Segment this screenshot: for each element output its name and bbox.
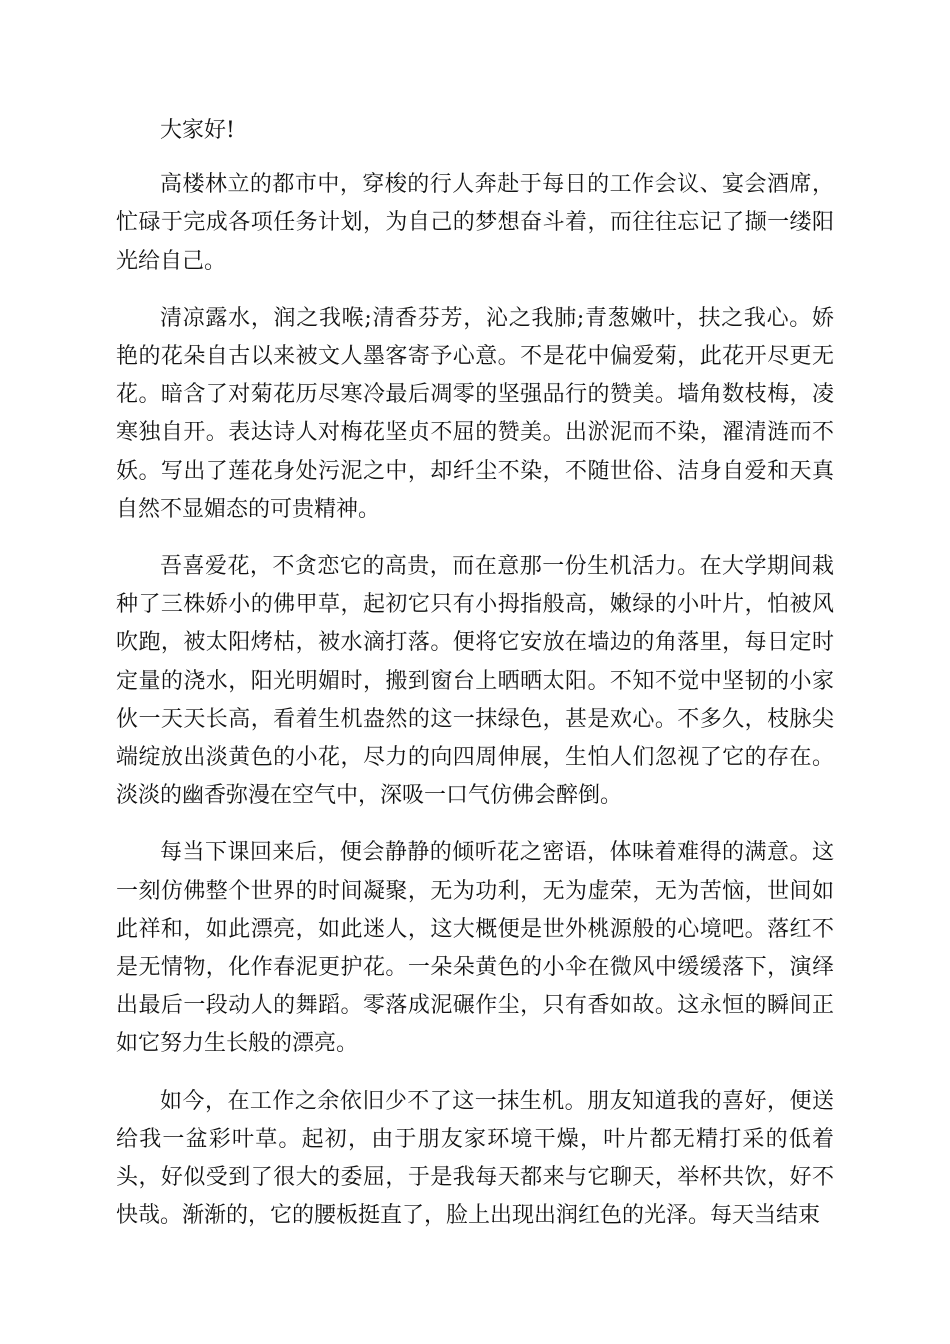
document-body [116,112,834,1254]
paragraph-4: 每当下课回来后，便会静静的倾听花之密语，体味着难得的满意。这一刻仿佛整个世界的时间凝聚，无为功利，无为虚荣，无为苦恼，世间如此祥和，如此漂亮，如此迷人，这大概便是世外桃源般的心境吧。落红不是无情物，化作春泥更护花。一朵朵黄色的小伞在微风中缓缓落下，演绎出最后一段动人的舞蹈。零落成泥碾作尘，只有香如故。这永恒的瞬间正如它努力生长般的漂亮。 [116,840,834,1057]
paragraph-2: 清凉露水，润之我喉;清香芬芳，沁之我肺;青葱嫩叶，扶之我心。娇艳的花朵自古以来被文人墨客寄予心意。不是花中偏爱菊，此花开尽更无花。暗含了对菊花历尽寒冷最后凋零的坚强品行的赞美。墙角数枝梅，凌寒独自开。表达诗人对梅花坚贞不屈的赞美。出淤泥而不染，濯清涟而不妖。写出了莲花身处污泥之中，却纤尘不染，不随世俗、洁身自爱和天真自然不显媚态的可贵精神。 [116,305,834,522]
paragraph-5: 如今，在工作之余依旧少不了这一抹生机。朋友知道我的喜好，便送给我一盆彩叶草。起初，由于朋友家环境干燥，叶片都无精打采的低着头，好似受到了很大的委屈，于是我每天都来与它聊天，举杯共饮，好不快哉。渐渐的，它的腰板挺直了，脸上出现出润红色的光泽。每天当结束 [116,1088,834,1229]
paragraph-1: 高楼林立的都市中，穿梭的行人奔赴于每日的工作会议、宴会酒席，忙碌于完成各项任务计划，为自己的梦想奋斗着，而往往忘记了撷一缕阳光给自己。 [116,172,834,274]
greeting-line: 大家好! [160,118,235,143]
paragraph-3: 吾喜爱花，不贪恋它的高贵，而在意那一份生机活力。在大学期间栽种了三株娇小的佛甲草，起初它只有小拇指般高，嫩绿的小叶片，怕被风吹跑，被太阳烤枯，被水滴打落。便将它安放在墙边的角落里，每日定时定量的浇水，阳光明媚时，搬到窗台上晒晒太阳。不知不觉中坚韧的小家伙一天天长高，看着生机盎然的这一抹绿色，甚是欢心。不多久，枝脉尖端绽放出淡黄色的小花，尽力的向四周伸展，生怕人们忽视了它的存在。淡淡的幽香弥漫在空气中，深吸一口气仿佛会醉倒。 [116,554,834,809]
